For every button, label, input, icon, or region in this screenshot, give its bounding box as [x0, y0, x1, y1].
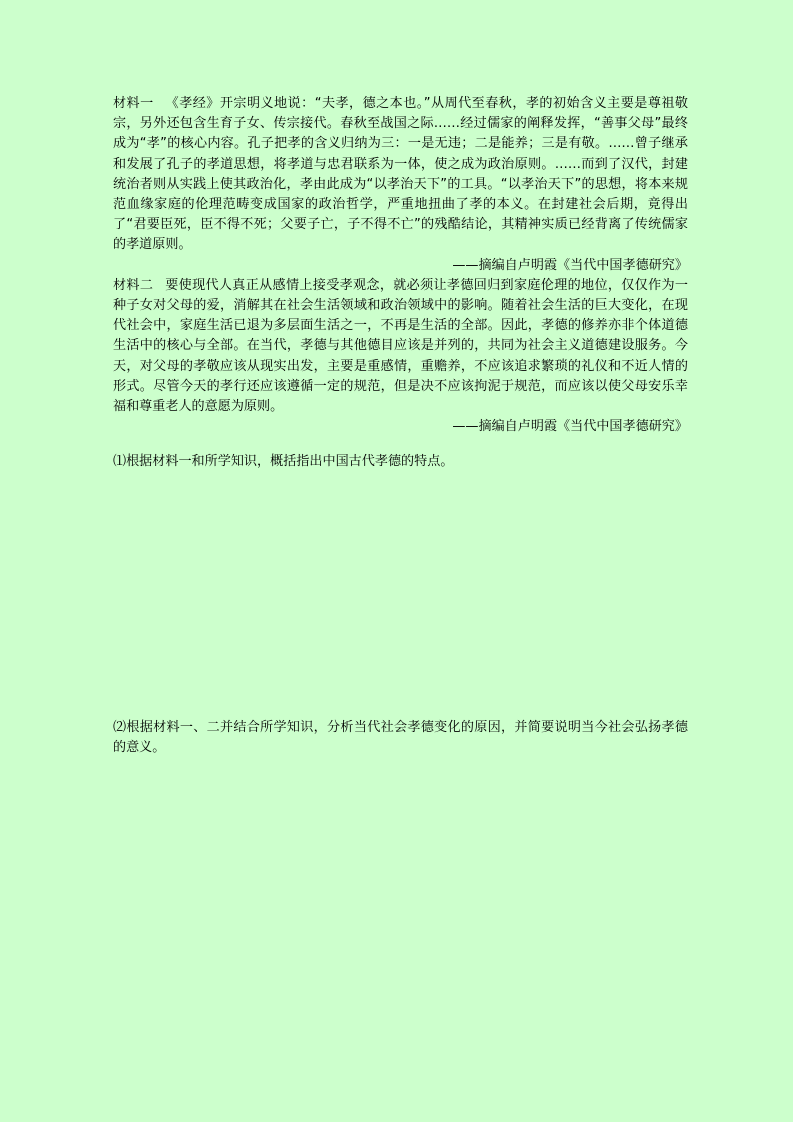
material-one-paragraph: [113, 94, 688, 256]
material-one-source: ——摘编自卢明霞《当代中国孝德研究》: [452, 257, 688, 273]
material-two-text: 要使现代人真正从感情上接受孝观念，就必须让孝德回归到家庭伦理的地位，仅仅作为一种子女对父母的爱，消解其在社会生活领域和政治领域中的影响。随着社会生活的巨大变化，在现代社会中，家庭生活已退为多层面生活之一，不再是生活的全部。因此，孝德的修养亦非个体道德生活中的核心与全部。在当代，孝德与其他德目应该是并列的，共同为社会主义道德建设服务。今天，对父母的孝敬应该从现实出发，主要是重感情，重赡养，不应该追求繁琐的礼仪和不近人情的形式。尽管今天的孝行还应该遵循一定的规范，但是决不应该拘泥于规范，而应该以使父母安乐幸福和尊重老人的意愿为原则。: [113, 277, 689, 415]
material-one-text: 《孝经》开宗明义地说：“夫孝，德之本也。”从周代至春秋，孝的初始含义主要是尊祖敬宗，另外还包含生育子女、传宗接代。春秋至战国之际……经过儒家的阐释发挥，“善事父母”最终成为“孝”的核心内容。孔子把孝的含义归纳为三：一是无违；二是能养；三是有敬。……曾子继承和发展了孔子的孝道思想，将孝道与忠君联系为一体，使之成为政治原则。……而到了汉代，封建统治者则从实践上使其政治化，孝由此成为“以孝治天下”的工具。“以孝治天下”的思想，将本来规范血缘家庭的伦理范畴变成国家的政治哲学，严重地扭曲了孝的本义。在封建社会后期，竟得出了“君要臣死，臣不得不死；父要子亡，子不得不亡”的残酷结论，其精神实质已经背离了传统儒家的孝道原则。: [113, 96, 689, 253]
material-two-source: ——摘编自卢明霞《当代中国孝德研究》: [452, 419, 688, 435]
materials-section: [113, 94, 688, 437]
question-one-text: ⑴根据材料一和所学知识，概括指出中国古代孝德的特点。: [113, 454, 454, 469]
material-two-paragraph: [113, 276, 688, 417]
question-two-text: ⑵根据材料一、二并结合所学知识，分析当代社会孝德变化的原因，并简要说明当今社会弘扬孝德的意义。: [113, 720, 688, 756]
question-two: [113, 718, 688, 758]
question-one: [113, 452, 688, 472]
material-two-label: 材料二: [113, 277, 154, 293]
material-one-label: 材料一: [113, 96, 154, 111]
